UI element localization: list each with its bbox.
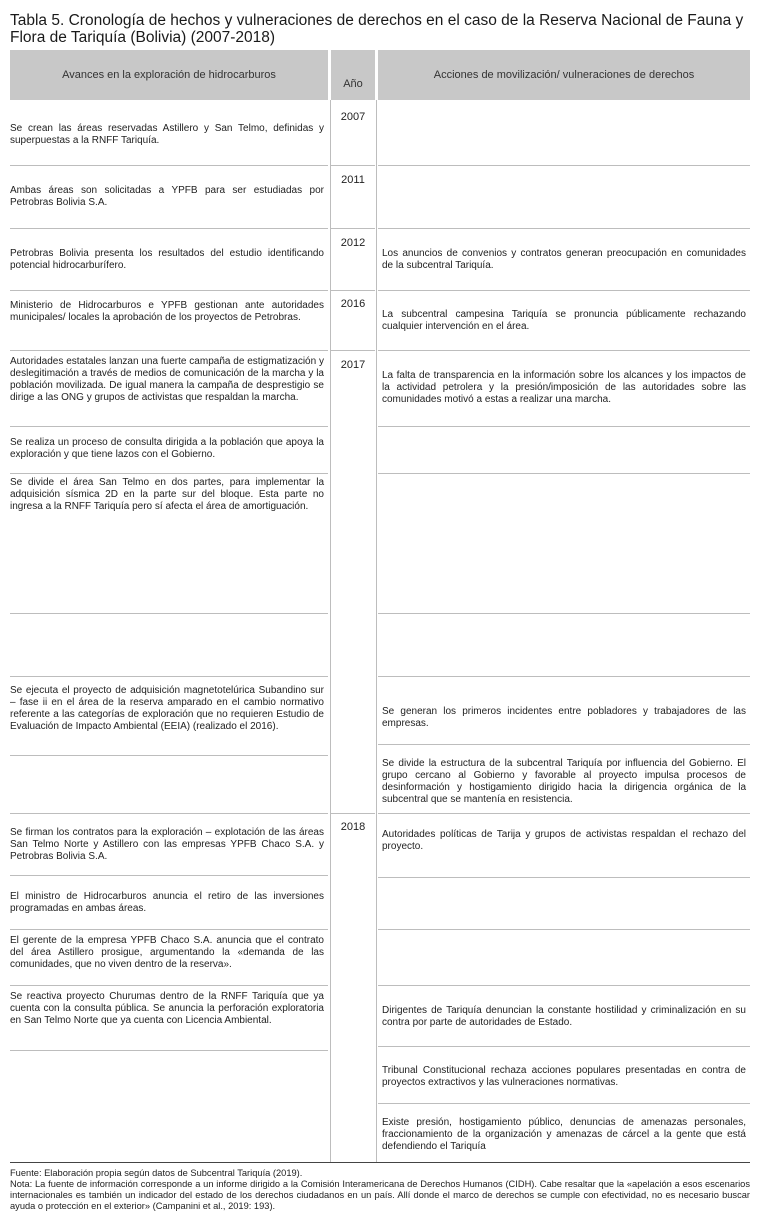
row-divider [378, 877, 750, 878]
header-year [331, 50, 375, 100]
row-divider [378, 290, 750, 291]
column-separator [330, 100, 331, 1162]
advance-row: Se ejecuta el proyecto de adquisición magnetotelúrica Subandino sur – fase ii en el área de la reserva amparado en el cambio normativo referente a las categorías de exploración que no requieren Estudio de Evaluación de Impacto Ambiental (EEIA) (realizado el 2016). [10, 685, 324, 732]
row-divider [10, 426, 328, 427]
header-advances: Avances en la exploración de hidrocarburos [10, 50, 328, 100]
row-divider [10, 350, 328, 351]
advance-row: Se firman los contratos para la exploración – explotación de las áreas San Telmo Norte y Astillero con las empresas YPFB Chaco S.A. y Petrobras Bolivia S.A. [10, 827, 324, 862]
row-divider [378, 613, 750, 614]
action-row: La falta de transparencia en la información sobre los alcances y los impactos de la actividad petrolera y la presión/imposición de las autoridades sobre las comunidades motivó a estas a realizar una marcha. [382, 370, 746, 405]
row-divider [10, 676, 328, 677]
row-divider [378, 1046, 750, 1047]
action-row: Se divide la estructura de la subcentral Tariquía por influencia del Gobierno. El grupo cercano al Gobierno y favorable al proyecto impulsa procesos de desinformación y hostigamiento dirigido hacia la dirigencia orgánica de la subcentral que se mantenía en resistencia. [382, 758, 746, 805]
advance-row: Se divide el área San Telmo en dos partes, para implementar la adquisición sísmica 2D en la parte sur del bloque. Esta parte no ingresa a la RNFF Tariquía pero sí afecta el área de amortiguación. [10, 477, 324, 512]
action-row: La subcentral campesina Tariquía se pronuncia públicamente rechazando cualquier intervención en el área. [382, 309, 746, 332]
advance-row: Se crean las áreas reservadas Astillero y San Telmo, definidas y superpuestas a la RNFF Tariquía. [10, 123, 324, 146]
chronology-table [10, 50, 750, 1162]
action-row: Se generan los primeros incidentes entre pobladores y trabajadores de las empresas. [382, 706, 746, 729]
table-footer [10, 1168, 750, 1212]
row-divider [10, 290, 328, 291]
row-divider [378, 426, 750, 427]
header-year-label: Año [343, 78, 363, 90]
advance-row: Ministerio de Hidrocarburos e YPFB gestionan ante autoridades municipales/ locales la aprobación de los proyectos de Petrobras. [10, 300, 324, 323]
year-label: 2016 [340, 298, 366, 310]
action-row: Los anuncios de convenios y contratos generan preocupación en comunidades de la subcentral Tariquía. [382, 248, 746, 271]
advance-row: Autoridades estatales lanzan una fuerte campaña de estigmatización y deslegitimación a través de medios de comunicación de la marcha y la población movilizada. De igual manera la campaña de desprestigio se dirige a las ONG y grupos de activistas que respaldan la marcha. [10, 356, 324, 403]
action-row: Existe presión, hostigamiento público, denuncias de amenazas personales, fraccionamiento de la organización y amenazas de cárcel a la gente que está defendiendo el Tariquía [382, 1117, 746, 1152]
action-row: Dirigentes de Tariquía denuncian la constante hostilidad y criminalización en su contra por parte de autoridades de Estado. [382, 1005, 746, 1028]
row-divider [10, 473, 328, 474]
action-row: Tribunal Constitucional rechaza acciones populares presentadas en contra de proyectos extractivos y las vulneraciones normativas. [382, 1065, 746, 1088]
column-separator [376, 100, 377, 1162]
footer-source: Fuente: Elaboración propia según datos de Subcentral Tariquía (2019). [10, 1168, 303, 1178]
row-divider [331, 290, 375, 291]
row-divider [10, 985, 328, 986]
year-label: 2018 [340, 821, 366, 833]
advance-row: Se reactiva proyecto Churumas dentro de la RNFF Tariquía que ya cuenta con la consulta pública. Se anuncia la perforación exploratoria en San Telmo Norte que ya cuenta con Licencia Ambiental. [10, 991, 324, 1026]
advance-row: Petrobras Bolivia presenta los resultados del estudio identificando potencial hidrocarburífero. [10, 248, 324, 271]
row-divider [331, 165, 375, 166]
row-divider [378, 929, 750, 930]
year-label: 2012 [340, 237, 366, 249]
advance-row: Ambas áreas son solicitadas a YPFB para ser estudiadas por Petrobras Bolivia S.A. [10, 185, 324, 208]
header-actions: Acciones de movilización/ vulneraciones de derechos [378, 50, 750, 100]
advance-row: El ministro de Hidrocarburos anuncia el retiro de las inversiones programadas en ambas áreas. [10, 891, 324, 914]
row-divider [378, 1103, 750, 1104]
row-divider [10, 929, 328, 930]
row-divider [10, 228, 328, 229]
row-divider [378, 228, 750, 229]
row-divider [378, 350, 750, 351]
advance-row: Se realiza un proceso de consulta dirigida a la población que apoya la exploración y que tiene lazos con el Gobierno. [10, 437, 324, 460]
row-divider [10, 613, 328, 614]
row-divider [378, 744, 750, 745]
row-divider [10, 755, 328, 756]
table-title: Tabla 5. Cronología de hechos y vulneraciones de derechos en el caso de la Reserva Nacional de Fauna y Flora de Tariquía (Bolivia) (2007-2018) [10, 12, 744, 46]
row-divider [10, 813, 328, 814]
row-divider [10, 1050, 328, 1051]
action-row: Autoridades políticas de Tarija y grupos de activistas respaldan el rechazo del proyecto. [382, 829, 746, 852]
row-divider [378, 813, 750, 814]
footer-note: Nota: La fuente de información corresponde a un informe dirigido a la Comisión Interamericana de Derechos Humanos (CIDH). Cabe resaltar que la «apelación a esos escenarios internacionales es también un indicador del estado de los derechos ciudadanos en un país. Allí donde el marco de derechos se cumple con efectividad, no es necesario buscar ayuda o protección en el exterior» (Campanini et al., 2019: 193). [10, 1179, 750, 1211]
year-label: 2011 [341, 174, 365, 186]
row-divider [378, 985, 750, 986]
table-bottom-rule [10, 1162, 750, 1163]
row-divider [10, 165, 328, 166]
row-divider [378, 165, 750, 166]
year-label: 2007 [340, 111, 366, 123]
row-divider [331, 228, 375, 229]
row-divider [378, 473, 750, 474]
row-divider [331, 813, 375, 814]
row-divider [378, 676, 750, 677]
advance-row: El gerente de la empresa YPFB Chaco S.A. anuncia que el contrato del área Astillero prosigue, argumentando la «demanda de las comunidades, que no viven dentro de la reserva». [10, 935, 324, 970]
row-divider [10, 875, 328, 876]
year-label: 2017 [340, 359, 366, 371]
row-divider [331, 350, 375, 351]
